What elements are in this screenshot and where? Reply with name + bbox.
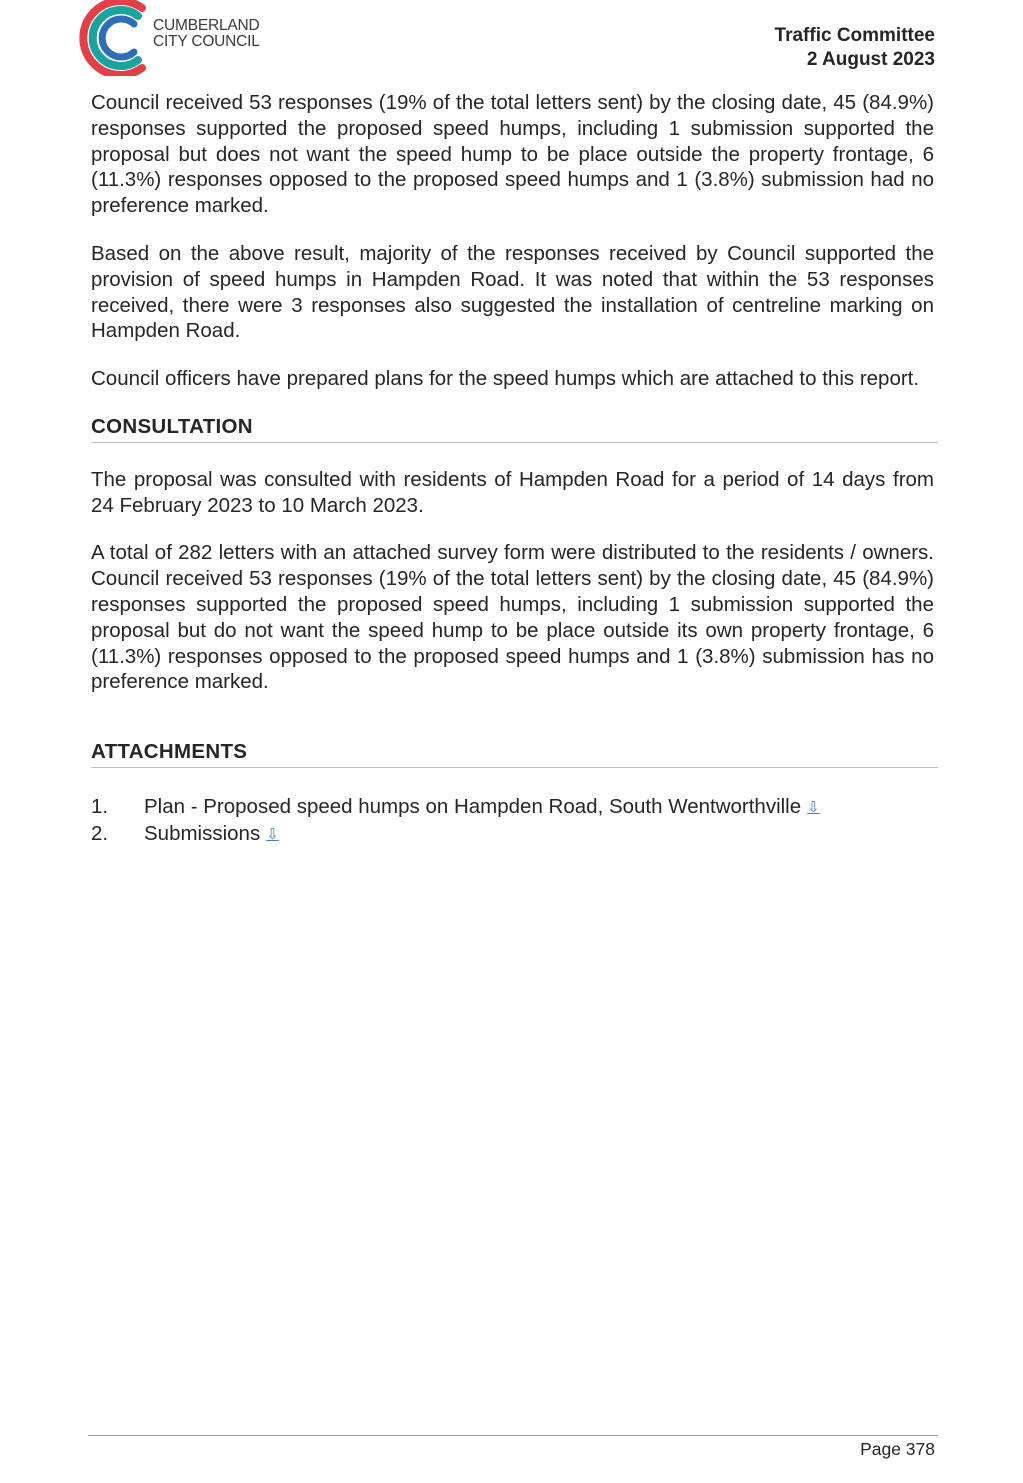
attachments-heading: ATTACHMENTS [91, 739, 938, 768]
committee-name: Traffic Committee [774, 25, 935, 46]
body-paragraph-2: Based on the above result, majority of the responses received by Council supported the provision of speed humps in Hampden Road. It was noted that within the 53 responses received, there were 3 responses also suggested the installation of centreline marking on Hampden Road. [91, 241, 934, 343]
attachment-number: 1. [91, 794, 109, 818]
council-logo [76, 0, 276, 76]
download-arrow-icon[interactable]: ⇩ [266, 825, 279, 843]
download-arrow-icon[interactable]: ⇩ [807, 798, 820, 816]
attachment-title: Plan - Proposed speed humps on Hampden Road, South Wentworthville [144, 794, 802, 818]
attachments-list [91, 794, 934, 848]
council-logo-mark [76, 0, 152, 76]
body-paragraph-3: Council officers have prepared plans for the speed humps which are attached to this report. [91, 367, 920, 391]
council-logo-text [153, 18, 260, 50]
consultation-paragraph-1: The proposal was consulted with residents of Hampden Road for a period of 14 days from 24 February 2023 to 10 March 2023. [91, 467, 934, 517]
page-number: Page 378 [860, 1439, 935, 1459]
footer-divider [88, 1435, 938, 1436]
document-header [775, 24, 935, 72]
document-body [91, 90, 934, 848]
body-paragraph-1: Council received 53 responses (19% of the total letters sent) by the closing date, 45 (84.9%) responses supported the proposed speed humps, including 1 submission supported the proposal but does not want the speed hump to be place outside the property frontage, 6 (11.3%) responses opposed to the proposed speed humps and 1 (3.8%) submission had no preference marked. [91, 91, 934, 218]
attachment-label [144, 821, 279, 848]
attachment-item [91, 821, 934, 848]
consultation-paragraph-2: A total of 282 letters with an attached survey form were distributed to the residents / owners. Council received 53 responses (19% of the total letters sent) by the closing date, 45 (84.9%) responses supported the proposed speed humps, including 1 submission supported the proposal but do not want the speed hump to be place outside its own property frontage, 6 (11.3%) responses opposed to the proposed speed humps and 1 (3.8%) submission has no preference marked. [91, 541, 934, 694]
logo-line-2: CITY COUNCIL [153, 33, 260, 50]
attachment-item [91, 794, 934, 821]
logo-line-1: CUMBERLAND [153, 17, 260, 34]
attachment-number: 2. [91, 821, 109, 845]
attachment-title: Submissions [144, 821, 261, 845]
meeting-date: 2 August 2023 [806, 49, 935, 70]
attachment-label [144, 794, 820, 821]
consultation-heading: CONSULTATION [91, 414, 938, 443]
